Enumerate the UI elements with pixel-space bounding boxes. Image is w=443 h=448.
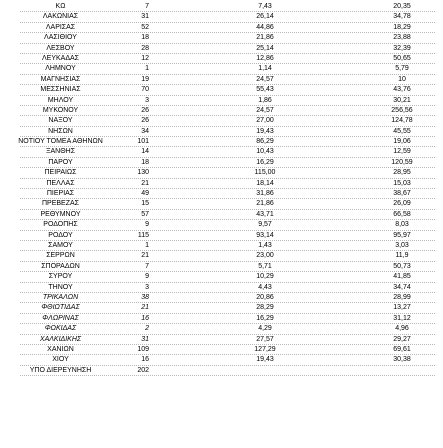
value-cell: 30,38 [393,356,411,364]
cases-cell: 130 [137,169,149,177]
column-gap [149,210,229,220]
region-name-cell: ΦΛΩΡΙΝΑΣ [42,314,79,322]
column-gap [301,210,361,220]
region-name-cell: ΠΡΕΒΕΖΑΣ [41,200,79,208]
per-cell: 93,14 [256,231,274,239]
cases-cell: 15 [141,200,149,208]
value-cell [361,366,443,376]
cases-cell: 12 [141,54,149,62]
region-name-cell: ΛΑΚΩΝΙΑΣ [42,13,79,21]
column-gap [301,64,361,74]
region-name-cell: ΜΥΚΟΝΟΥ [42,106,79,114]
region-name-cell: ΠΑΡΟΥ [48,158,73,166]
region-name-cell: ΛΗΜΝΟΥ [45,65,76,73]
per-cell: 115,00 [254,169,276,177]
cases-cell: 28 [141,44,149,52]
per-cell: 5,71 [258,262,272,270]
cases-cell: 52 [141,23,149,31]
per-cell: 20,86 [256,293,274,301]
column-gap [301,283,361,293]
table-row [0,335,443,345]
region-name-cell: ΣΠΟΡΑΔΩΝ [41,262,80,270]
column-gap [149,314,229,324]
column-gap [149,220,229,230]
table-row [0,75,443,85]
cases-cell: 21 [141,179,149,187]
region-name-cell: ΜΑΓΝΗΣΙΑΣ [40,75,81,83]
column-gap [301,241,361,251]
column-gap [149,251,229,261]
table-row [0,220,443,230]
per-cell: 16,29 [256,158,274,166]
region-name-cell: ΤΡΙΚΑΛΩΝ [42,293,79,301]
column-gap [301,54,361,64]
region-name-cell: ΝΑΞΟΥ [48,117,73,125]
cases-cell: 109 [137,345,149,353]
per-cell: 4,29 [258,325,272,333]
value-cell: 32,39 [393,44,411,52]
table-row [0,158,443,168]
cases-cell: 7 [145,262,149,270]
table-row [0,355,443,365]
column-gap [149,241,229,251]
per-cell: 26,14 [256,13,274,21]
region-name-cell: ΛΑΡΙΣΑΣ [45,23,76,31]
column-gap [149,283,229,293]
cases-cell: 49 [141,190,149,198]
per-cell: 21,86 [256,34,274,42]
table-row [0,241,443,251]
value-cell: 15,03 [393,179,411,187]
column-gap [301,189,361,199]
cases-cell: 9 [145,273,149,281]
column-gap [149,189,229,199]
per-cell: 1,43 [258,241,272,249]
column-gap [301,137,361,147]
cases-cell: 18 [141,158,149,166]
cases-cell: 19 [141,75,149,83]
column-gap [301,231,361,241]
per-cell: 16,29 [256,314,274,322]
value-cell: 5,79 [395,65,409,73]
table-row [0,189,443,199]
per-cell: 10,43 [256,148,274,156]
per-cell: 23,00 [256,252,274,260]
column-gap [149,54,229,64]
value-cell: 8,03 [395,221,409,229]
column-gap [149,12,229,22]
column-gap [149,44,229,54]
table-row [0,33,443,43]
cases-cell: 31 [141,13,149,21]
column-gap [301,147,361,157]
per-cell: 44,86 [256,23,274,31]
value-cell: 10 [398,75,406,83]
value-cell: 34,78 [393,13,411,21]
per-cell [229,366,301,376]
per-cell: 127,29 [254,345,276,353]
region-name-cell: ΞΑΝΘΗΣ [45,148,76,156]
value-cell: 256,56 [391,106,413,114]
value-cell: 34,74 [393,283,411,291]
per-cell: 27,57 [256,335,274,343]
value-cell: 13,27 [393,304,411,312]
table-row [0,106,443,116]
column-gap [149,324,229,334]
value-cell: 124,78 [391,117,413,125]
table-row [0,231,443,241]
per-cell: 27,00 [256,117,274,125]
cases-cell: 101 [137,138,149,146]
cases-cell: 3 [145,283,149,291]
value-cell: 43,76 [393,86,411,94]
value-cell: 26,09 [393,200,411,208]
column-gap [301,158,361,168]
column-gap [301,366,361,376]
column-gap [301,96,361,106]
cases-cell: 1 [145,241,149,249]
region-name-cell: ΚΩ [55,3,66,10]
per-cell: 10,29 [256,273,274,281]
region-name-cell: ΡΟΔΟΥ [48,231,73,239]
table-row [0,44,443,54]
column-gap [301,220,361,230]
column-gap [149,272,229,282]
table-row [0,54,443,64]
cases-cell: 16 [141,356,149,364]
value-cell: 41,85 [393,273,411,281]
table-row [0,137,443,147]
table-row [0,262,443,272]
column-gap [301,75,361,85]
table-row [0,303,443,313]
value-cell: 120,59 [391,158,413,166]
region-name-cell: ΡΕΘΥΜΝΟΥ [40,210,81,218]
column-gap [149,335,229,345]
table-row [0,168,443,178]
value-cell: 66,58 [393,210,411,218]
cases-cell: 7 [145,3,149,10]
cases-cell: 31 [141,335,149,343]
column-gap [301,324,361,334]
column-gap [149,262,229,272]
cases-cell: 16 [141,314,149,322]
column-gap [301,314,361,324]
per-cell: 43,71 [256,210,274,218]
column-gap [149,64,229,74]
column-gap [301,23,361,33]
per-cell: 86,29 [256,138,274,146]
column-gap [149,33,229,43]
per-cell: 7,43 [258,3,272,10]
column-gap [301,262,361,272]
value-cell: 11,9 [395,252,409,260]
per-cell: 24,57 [256,106,274,114]
table-row [0,345,443,355]
column-gap [149,179,229,189]
table-row [0,324,443,334]
column-gap [301,127,361,137]
per-cell: 24,57 [256,75,274,83]
column-gap [149,293,229,303]
column-gap [149,75,229,85]
cases-cell: 38 [141,293,149,301]
cases-cell: 21 [141,252,149,260]
value-cell: 31,12 [393,314,411,322]
region-name-cell: ΠΕΛΛΑΣ [46,179,75,187]
region-name-cell: ΜΕΣΣΗΝΙΑΣ [40,86,81,94]
cases-cell: 70 [141,86,149,94]
region-name-cell: ΠΙΕΡΙΑΣ [46,190,75,198]
value-cell: 50,65 [393,54,411,62]
column-gap [149,366,229,376]
value-cell: 45,55 [393,127,411,135]
value-cell: 29,27 [393,335,411,343]
column-gap [301,199,361,209]
per-cell: 21,86 [256,200,274,208]
column-gap [149,23,229,33]
value-cell: 19,06 [393,138,411,146]
column-gap [149,303,229,313]
per-cell: 12,86 [256,54,274,62]
cases-cell: 57 [141,210,149,218]
region-name-cell: ΧΑΝΙΩΝ [47,345,74,353]
table-row [0,366,443,376]
cases-cell: 14 [141,148,149,156]
region-name-cell: ΡΟΔΟΠΗΣ [43,221,78,229]
value-cell: 28,99 [393,293,411,301]
region-name-cell: ΣΕΡΡΩΝ [46,252,75,260]
cases-cell: 3 [145,96,149,104]
table-row [0,293,443,303]
value-cell: 3,03 [395,241,409,249]
value-cell: 69,61 [393,345,411,353]
value-cell: 20,35 [393,3,411,10]
per-cell: 4,43 [258,283,272,291]
value-cell: 28,95 [393,169,411,177]
value-cell: 95,97 [393,231,411,239]
column-gap [301,12,361,22]
region-name-cell: ΥΠΟ ΔΙΕΡΕΥΝΗΣΗ [29,366,92,374]
cases-cell: 2 [145,325,149,333]
column-gap [301,272,361,282]
per-cell: 19,43 [256,356,274,364]
table-row [0,147,443,157]
table-row [0,85,443,95]
table-row [0,64,443,74]
region-name-cell: ΠΕΙΡΑΙΩΣ [44,169,77,177]
column-gap [149,147,229,157]
region-name-cell: ΦΘΙΩΤΙΔΑΣ [41,304,80,312]
table-row [0,2,443,12]
region-name-cell: ΛΕΥΚΑΔΑΣ [41,54,80,62]
table-row [0,272,443,282]
column-gap [301,33,361,43]
column-gap [149,116,229,126]
region-name-cell: ΝΗΣΩΝ [48,127,73,135]
region-name-cell: ΦΩΚΙΔΑΣ [44,325,77,333]
table-row [0,199,443,209]
cases-cell: 34 [141,127,149,135]
column-gap [301,85,361,95]
per-cell: 31,86 [256,190,274,198]
column-gap [301,106,361,116]
table-row [0,23,443,33]
column-gap [149,106,229,116]
column-gap [149,137,229,147]
column-gap [149,231,229,241]
column-gap [301,44,361,54]
column-gap [301,293,361,303]
region-name-cell: ΛΕΣΒΟΥ [46,44,75,52]
region-name-cell: ΧΙΟΥ [52,356,69,364]
value-cell: 50,73 [393,262,411,270]
column-gap [301,179,361,189]
value-cell: 18,29 [393,23,411,31]
column-gap [301,303,361,313]
per-cell: 55,43 [256,86,274,94]
table-row [0,127,443,137]
column-gap [301,168,361,178]
column-gap [301,355,361,365]
column-gap [301,116,361,126]
column-gap [149,96,229,106]
table-row [0,179,443,189]
column-gap [149,127,229,137]
column-gap [301,251,361,261]
region-name-cell: ΤΗΝΟΥ [48,283,73,291]
column-gap [149,355,229,365]
table-row [0,251,443,261]
region-name-cell: ΣΥΡΟΥ [48,273,73,281]
per-cell: 1,86 [258,96,272,104]
table-row [0,12,443,22]
region-name-cell: ΣΑΜΟΥ [48,241,73,249]
column-gap [149,168,229,178]
per-cell: 19,43 [256,127,274,135]
per-cell: 25,14 [256,44,274,52]
per-cell: 9,57 [258,221,272,229]
cases-cell: 115 [137,231,149,239]
region-name-cell: ΧΑΛΚΙΔΙΚΗΣ [39,335,82,343]
column-gap [301,335,361,345]
column-gap [149,345,229,355]
column-gap [149,158,229,168]
data-table [0,2,443,376]
table-row [0,116,443,126]
region-name-cell: ΛΑΣΙΘΙΟΥ [44,34,77,42]
table-row [0,96,443,106]
per-cell: 28,29 [256,304,274,312]
cases-cell: 26 [141,106,149,114]
column-gap [301,345,361,355]
table-row [0,283,443,293]
per-cell: 1,14 [258,65,272,73]
column-gap [301,2,361,12]
value-cell: 12,59 [393,148,411,156]
cases-cell: 9 [145,221,149,229]
region-name-cell: ΜΗΛΟΥ [47,96,74,104]
cases-cell: 18 [141,34,149,42]
value-cell: 30,21 [393,96,411,104]
value-cell: 38,67 [393,190,411,198]
cases-cell: 1 [145,65,149,73]
column-gap [149,199,229,209]
table-row [0,210,443,220]
table-row [0,314,443,324]
column-gap [149,2,229,12]
value-cell: 4,96 [395,325,409,333]
cases-cell: 202 [137,366,149,374]
cases-cell: 21 [141,304,149,312]
column-gap [149,85,229,95]
value-cell: 23,88 [393,34,411,42]
cases-cell: 26 [141,117,149,125]
region-name-cell: ΝΟΤΙΟΥ ΤΟΜΕΑ ΑΘΗΝΩΝ [18,138,103,146]
per-cell: 18,14 [256,179,274,187]
